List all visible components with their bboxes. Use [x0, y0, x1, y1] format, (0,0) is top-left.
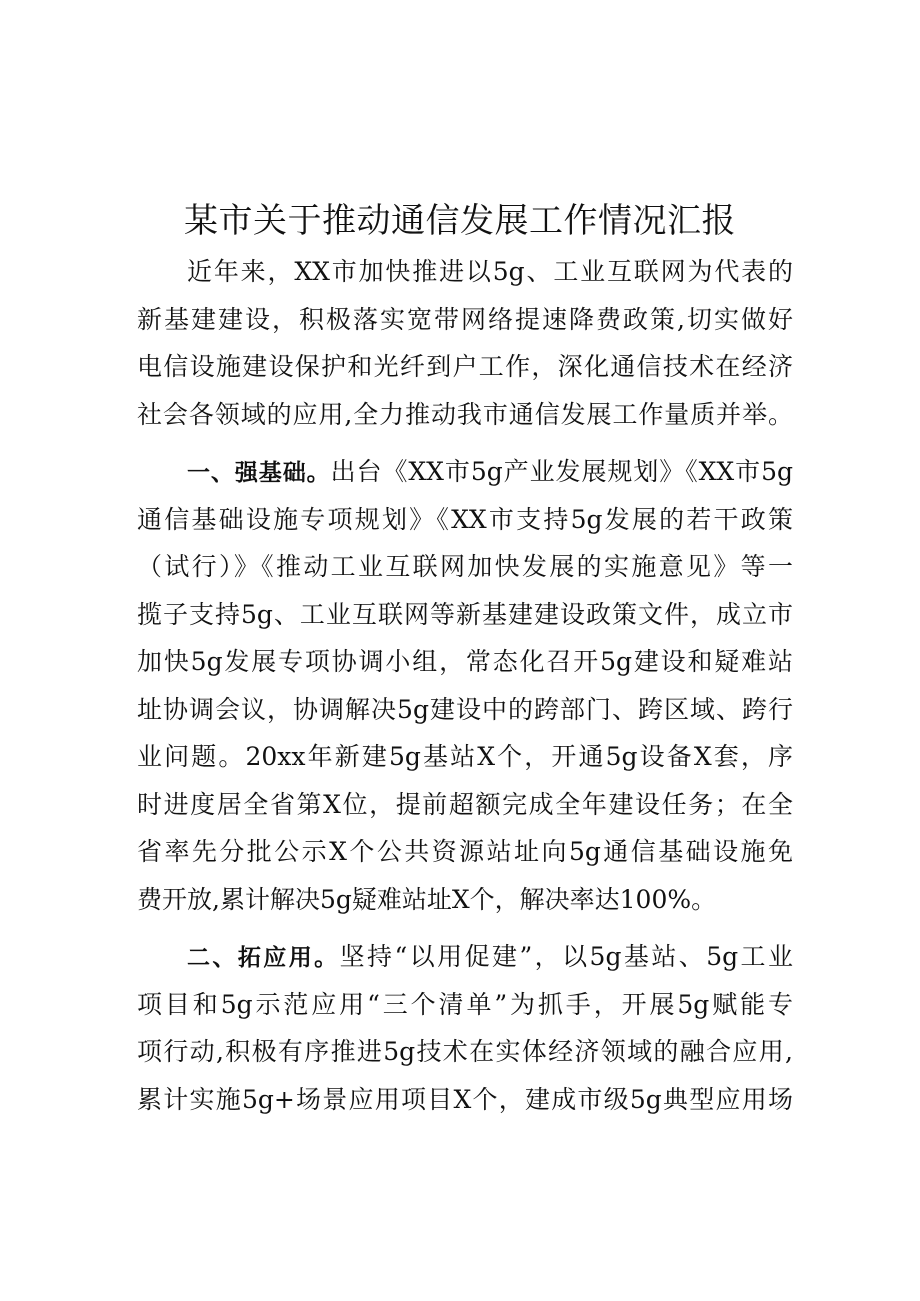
section1-first-line [137, 448, 793, 496]
section2-first-line-text: 坚持“以用促建”，以5g基站、5g工业 [339, 942, 793, 971]
section2-line: 项目和5g示范应用“三个清单”为抓手，开展5g赋能专 [137, 989, 793, 1019]
section2-first-line [137, 933, 793, 981]
section1-line: 时进度居全省第X位，提前超额完成全年建设任务；在全 [137, 789, 793, 819]
section2-line: 累计实施5g+场景应用项目X个，建成市级5g典型应用场 [137, 1084, 793, 1114]
intro-line: 社会各领域的应用,全力推动我市通信发展工作量质并举。 [137, 399, 793, 429]
document-title: 某市关于推动通信发展工作情况汇报 [184, 201, 736, 241]
section2-line: 项行动,积极有序推进5g技术在实体经济领域的融合应用, [137, 1037, 793, 1066]
section1-line: 业问题。20xx年新建5g基站X个，开通5g设备X套，序 [137, 742, 793, 771]
section1-heading: 一、强基础。 [187, 460, 331, 486]
intro-line: 新基建建设，积极落实宽带网络提速降费政策,切实做好 [137, 304, 793, 334]
intro-line: 电信设施建设保护和光纤到户工作，深化通信技术在经济 [137, 352, 793, 381]
intro-line: 近年来，XX市加快推进以5g、工业互联网为代表的 [187, 257, 793, 286]
section1-line: （试行）》《推动工业互联网加快发展的实施意见》等一 [137, 552, 793, 581]
section1-line: 址协调会议，协调解决5g建设中的跨部门、跨区域、跨行 [137, 694, 793, 724]
section1-line: 通信基础设施专项规划》《XX市支持5g发展的若干政策 [137, 504, 793, 534]
intro-paragraph [137, 248, 793, 438]
section1-first-line-text: 出台《XX市5g产业发展规划》《XX市5g [330, 457, 793, 486]
section1-line: 加快5g发展专项协调小组，常态化召开5g建设和疑难站 [137, 647, 793, 676]
section1-paragraph [137, 448, 793, 923]
section1-line: 揽子支持5g、工业互联网等新基建建设政策文件，成立市 [137, 599, 793, 629]
document-body [137, 248, 793, 1123]
section1-line: 省率先分批公示X个公共资源站址向5g通信基础设施免 [137, 837, 793, 866]
section2-heading: 二、拓应用。 [187, 945, 340, 971]
section1-line: 费开放,累计解决5g疑难站址X个，解决率达100%。 [137, 884, 717, 914]
section2-paragraph [137, 933, 793, 1123]
